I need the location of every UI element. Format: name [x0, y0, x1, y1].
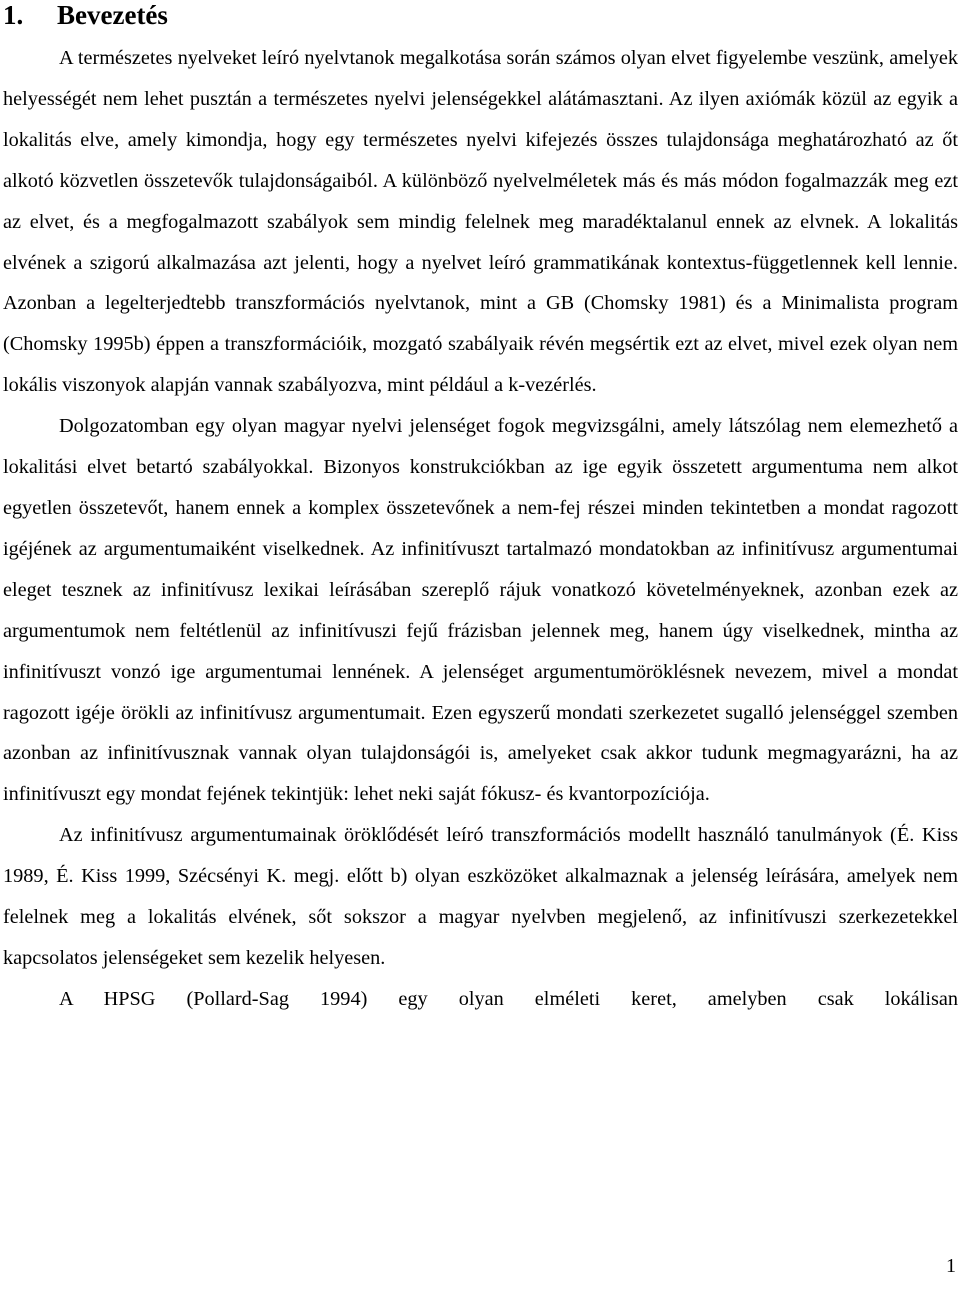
section-title: Bevezetés [57, 0, 168, 30]
section-number: 1. [3, 0, 24, 30]
section-heading [3, 0, 958, 34]
document-page [3, 0, 958, 1020]
paragraph-2: Dolgozatomban egy olyan magyar nyelvi jelenséget fogok megvizsgálni, amely látszólag nem elemezhető a lokalitási elvet betartó szabályokkal. Bizonyos konstrukciókban az ige egyik összetett argumentuma nem alkot egyetlen összetevőt, hanem ennek a komplex összetevőnek a nem-fej részei minden tekintetben a mondat ragozott igéjének az argumentumaiként viselkednek. Az infinitívuszt tartalmazó mondatokban az infinitívusz argumentumai eleget tesznek az infinitívusz lexikai leírásában szereplő rájuk vonatkozó követelményeknek, azonban ezek az argumentumok nem feltétlenül az infinitívuszi fejű frázisban jelennek meg, hanem úgy viselkednek, mintha az infinitívuszt vonzó ige argumentumai lennének. A jelenséget argumentumöröklésnek nevezem, mivel a mondat ragozott igéje örökli az infinitívusz argumentumait. Ezen egyszerű mondati szerkezetet sugalló jelenséggel szemben azonban az infinitívusznak vannak olyan tulajdonságói is, amelyeket csak akkor tudunk megmagyarázni, ha az infinitívuszt egy mondat fejének tekintjük: lehet neki saját fókusz- és kvantorpozíciója. [3, 415, 958, 806]
paragraph-4: A HPSG (Pollard-Sag 1994) egy olyan elméleti keret, amelyben csak lokálisan [59, 987, 958, 1010]
page-number: 1 [946, 1255, 956, 1277]
paragraph-3: Az infinitívusz argumentumainak öröklődését leíró transzformációs modellt használó tanulmányok (É. Kiss 1989, É. Kiss 1999, Szécsényi K. megj. előtt b) olyan eszközöket alkalmaznak a jelenség leírására, amelyek nem felelnek meg a lokalitás elvének, sőt sokszor a magyar nyelvben megjelenő, az infinitívuszi szerkezetekkel kapcsolatos jelenségeket sem kezelik helyesen. [3, 824, 958, 969]
paragraph-1: A természetes nyelveket leíró nyelvtanok megalkotása során számos olyan elvet figyelembe veszünk, amelyek helyességét nem lehet pusztán a természetes nyelvi jelenségekkel alátámasztani. Az ilyen axiómák közül az egyik a lokalitás elve, amely kimondja, hogy egy természetes nyelvi kifejezés összes tulajdonsága meghatározható az őt alkotó közvetlen összetevők tulajdonságaiból. A különböző nyelvelméletek más és más módon fogalmazzák meg ezt az elvet, és a megfogalmazott szabályok sem mindig felelnek meg maradéktalanul ennek az elvnek. A lokalitás elvének a szigorú alkalmazása azt jelenti, hogy a nyelvet leíró grammatikának kontextus-függetlennek kell lennie. Azonban a legelterjedtebb transzformációs nyelvtanok, mint a GB (Chomsky 1981) és a Minimalista program (Chomsky 1995b) éppen a transzformációik, mozgató szabályaik révén megsértik ezt az elvet, mivel ezek olyan nem lokális viszonyok alapján vannak szabályozva, mint például a k-vezérlés. [3, 47, 958, 397]
